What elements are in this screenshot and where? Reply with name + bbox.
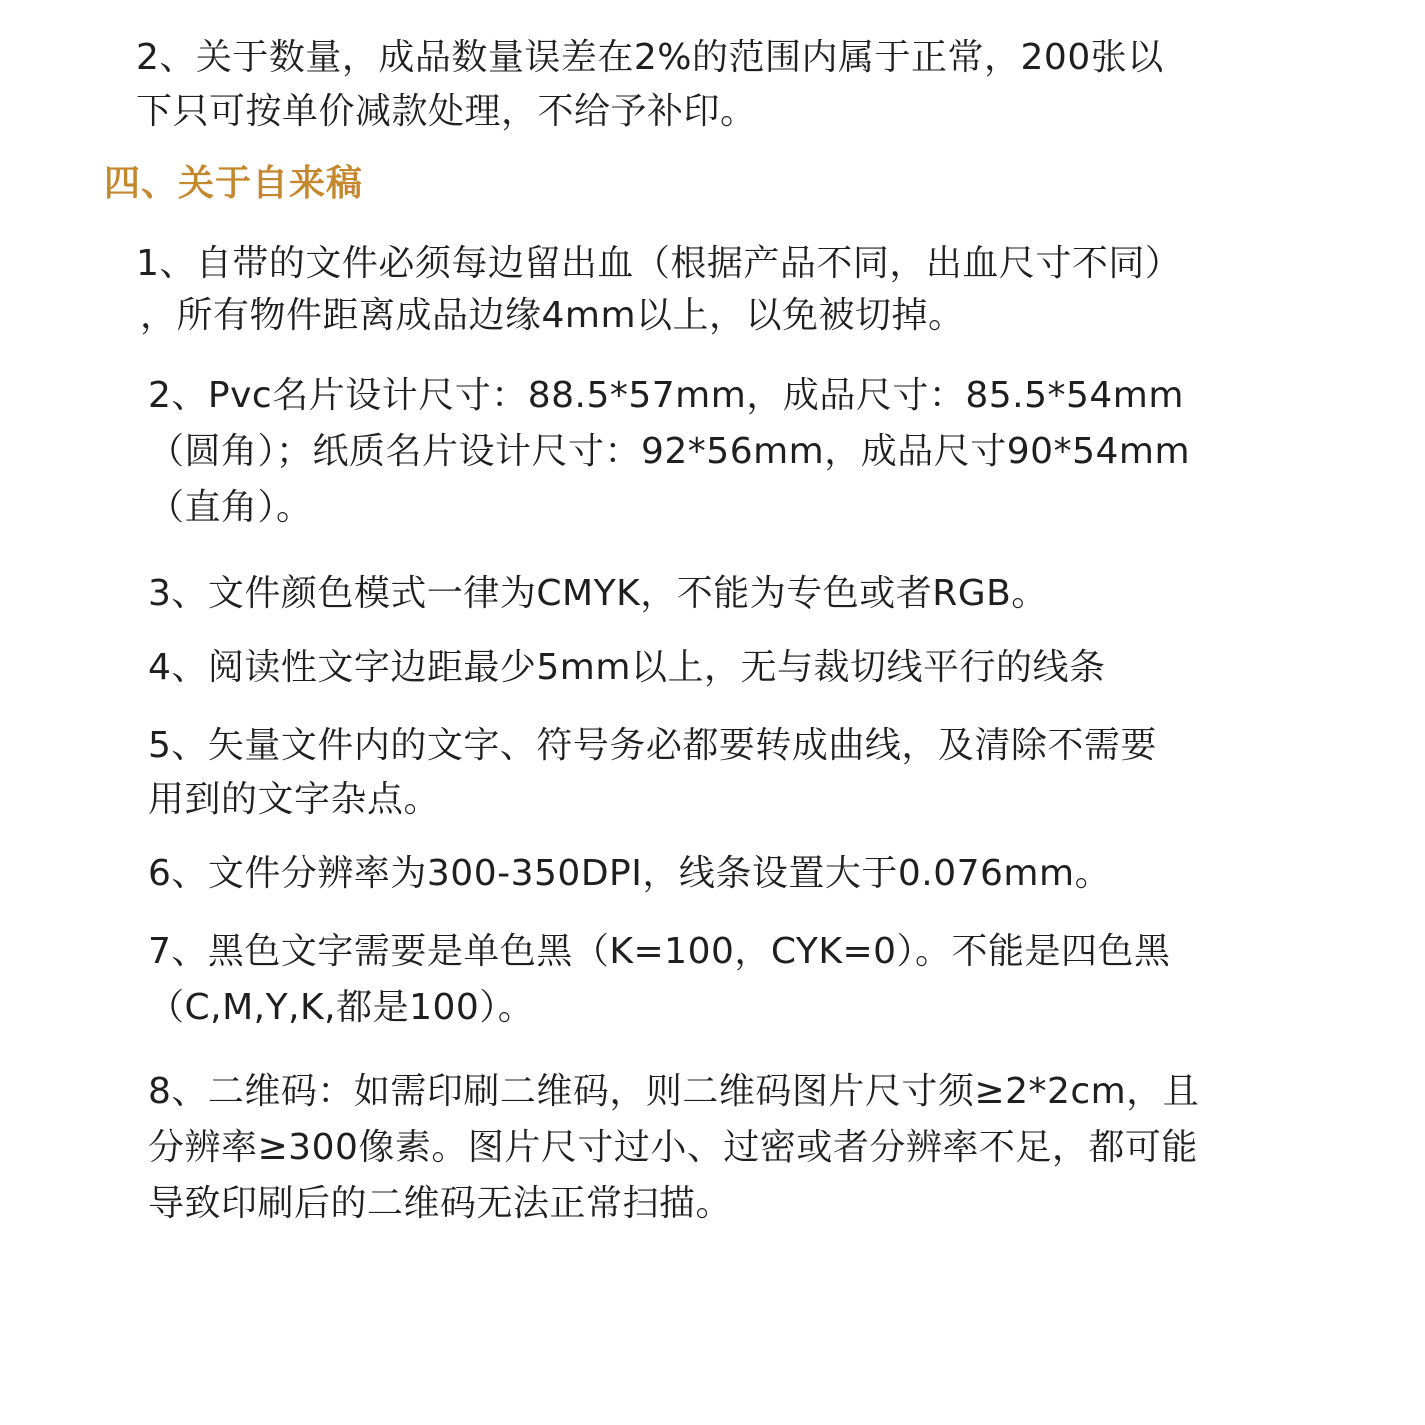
list-item-line: 2、Pvc名片设计尺寸：88.5*57mm，成品尺寸：85.5*54mm [148,375,1184,416]
list-item-line: 6、文件分辨率为300-350DPI，线条设置大于0.076mm。 [148,853,1112,894]
list-item-line: 5、矢量文件内的文字、符号务必都要转成曲线，及清除不需要 [148,725,1157,766]
prev-item-line: 下只可按单价减款处理，不给予补印。 [136,91,757,132]
list-item-line: ，所有物件距离成品边缘4mm以上，以免被切掉。 [140,295,965,336]
list-item-line: 导致印刷后的二维码无法正常扫描。 [148,1183,733,1224]
list-item-line: 分辨率≥300像素。图片尺寸过小、过密或者分辨率不足，都可能 [148,1127,1198,1168]
prev-item-line: 2、关于数量，成品数量误差在2%的范围内属于正常，200张以 [136,37,1164,78]
section-heading: 四、关于自来稿 [104,163,364,204]
list-item-line: 7、黑色文字需要是单色黑（K=100，CYK=0）。不能是四色黑 [148,931,1171,972]
list-item-line: （直角）。 [148,487,313,528]
list-item-line: 用到的文字杂点。 [148,779,441,820]
list-item-line: 8、二维码：如需印刷二维码，则二维码图片尺寸须≥2*2cm，且 [148,1071,1200,1112]
list-item-line: （C,M,Y,K,都是100）。 [148,987,535,1028]
list-item-line: （圆角）；纸质名片设计尺寸：92*56mm，成品尺寸90*54mm [148,431,1191,472]
list-item-line: 1、自带的文件必须每边留出血（根据产品不同，出血尺寸不同） [136,243,1182,284]
list-item-line: 3、文件颜色模式一律为CMYK，不能为专色或者RGB。 [148,573,1048,614]
list-item-line: 4、阅读性文字边距最少5mm以上，无与裁切线平行的线条 [148,647,1106,688]
